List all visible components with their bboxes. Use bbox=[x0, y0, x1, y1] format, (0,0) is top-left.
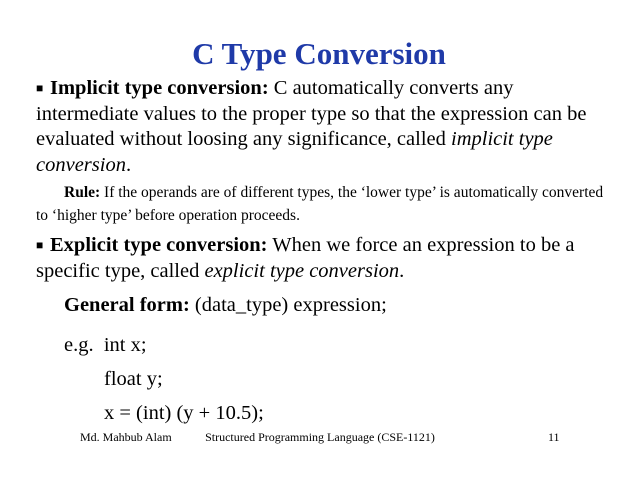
implicit-text-end: . bbox=[125, 153, 132, 176]
general-form bbox=[64, 292, 387, 318]
rule-label: Rule: bbox=[64, 184, 101, 201]
square-bullet-icon: ■ bbox=[36, 238, 44, 252]
explicit-heading: Explicit type conversion: bbox=[50, 234, 268, 256]
general-form-label: General form: bbox=[64, 294, 190, 316]
general-form-text: (data_type) expression; bbox=[189, 294, 387, 316]
rule-text: If the operands are of different types, the ‘lower type’ is automatically converted to ‘higher type’ before operation proceeds. bbox=[36, 184, 604, 224]
explicit-term: explicit type conversion bbox=[204, 259, 400, 282]
implicit-text: C automatically converts any intermediate values to the proper type so that the expression can be evaluated without loosing any significance, called bbox=[36, 77, 587, 150]
explicit-conversion-paragraph bbox=[36, 233, 596, 284]
explicit-text-end: . bbox=[399, 259, 405, 282]
implicit-conversion-paragraph bbox=[36, 76, 596, 178]
footer-course: Structured Programming Language (CSE-1121) bbox=[205, 430, 435, 444]
example-line-2: float y; bbox=[104, 368, 163, 390]
implicit-heading: Implicit type conversion: bbox=[50, 77, 269, 99]
footer-author: Md. Mahbub Alam bbox=[80, 430, 172, 444]
implicit-term: implicit type conversion bbox=[36, 128, 553, 176]
example-line-1: e.g. int x; bbox=[64, 334, 147, 356]
example-line-3: x = (int) (y + 10.5); bbox=[104, 402, 264, 424]
footer-page-number: 11 bbox=[548, 430, 560, 444]
rule-paragraph bbox=[36, 181, 606, 227]
explicit-text: When we force an expression to be a specific type, called bbox=[36, 234, 575, 282]
square-bullet-icon: ■ bbox=[36, 81, 44, 95]
slide-title: C Type Conversion bbox=[192, 36, 446, 71]
